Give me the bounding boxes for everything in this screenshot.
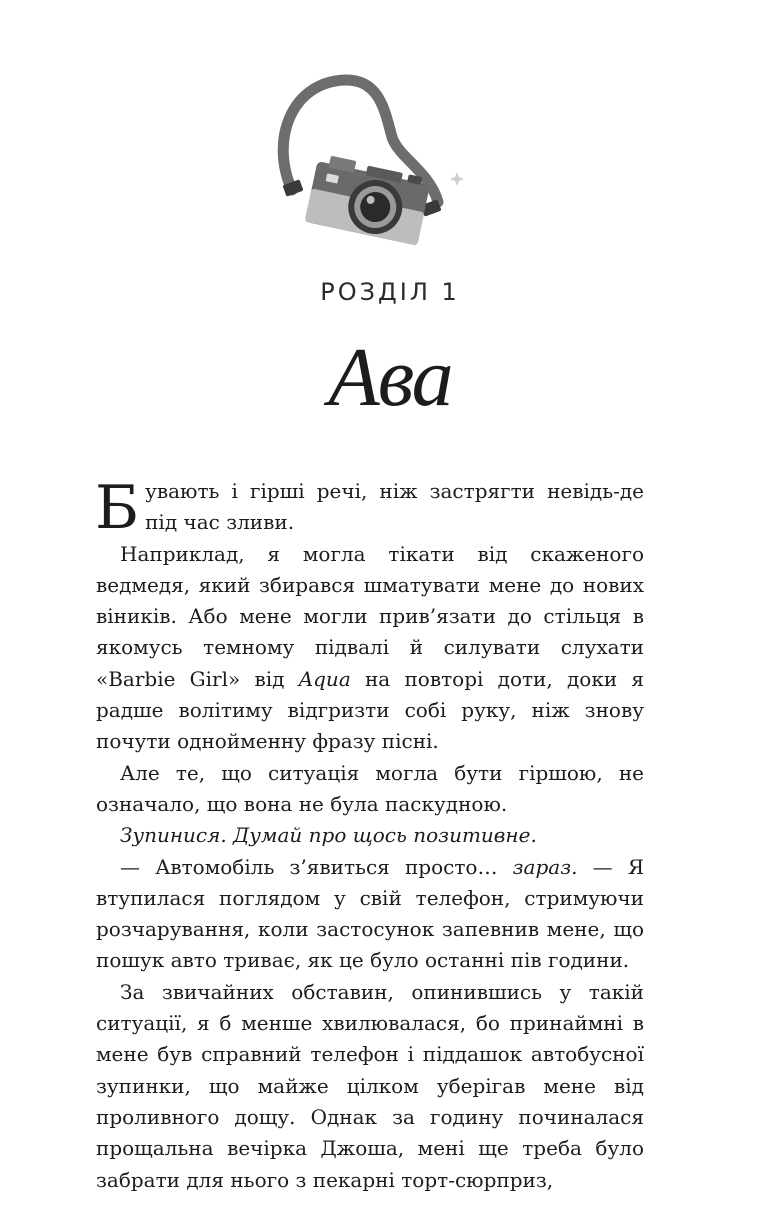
paragraph: Але те, що ситуація могла бути гіршою, не означало, що вона не була паскудною. xyxy=(96,760,644,816)
paragraph-italic: Зупинися. Думай про щось позитивне. xyxy=(120,823,537,848)
emphasis: зараз. xyxy=(512,854,578,879)
chapter-body xyxy=(95,473,645,1196)
paragraph: Наприклад, я могла тікати від скаженого ведмедя, який збирався шматувати мене до нових віників. Або мене могли прив’язати до стільця в якомусь темному підвалі й силувати слухати «Barbie Girl» від Aqua на повторі доти, доки я радше волітиму відгризти собі руку, ніж знову почути однойменну фразу пісні. xyxy=(96,541,645,754)
paragraph: За звичайних обставин, опинившись у такій ситуації, я б менше хвилювалася, бо принаймні в мене був справний телефон і піддашок автобусної зупинки, що майже цілком уберігав мене від проливного дощу. Однак за годину починалася прощальна вечірка Джоша, мені ще треба було забрати для нього з пекарні торт-сюрприз, xyxy=(96,979,644,1192)
chapter-label: РОЗДІЛ 1 xyxy=(320,278,460,306)
paragraph: — Автомобіль з’явиться просто… зараз. — Я втупилася поглядом у свій телефон, стримуючи розчарування, коли застосунок запевнив мене, що пошук авто триває, як це було останні пів години. xyxy=(96,854,645,973)
chapter-title: Ава xyxy=(328,331,452,424)
camera-illustration xyxy=(270,72,470,257)
paragraph: Бувають і гірші речі, ніж застрягти невідь-де під час зливи. xyxy=(95,473,644,543)
drop-cap: Б xyxy=(95,473,140,543)
emphasis: Aqua xyxy=(298,666,351,691)
